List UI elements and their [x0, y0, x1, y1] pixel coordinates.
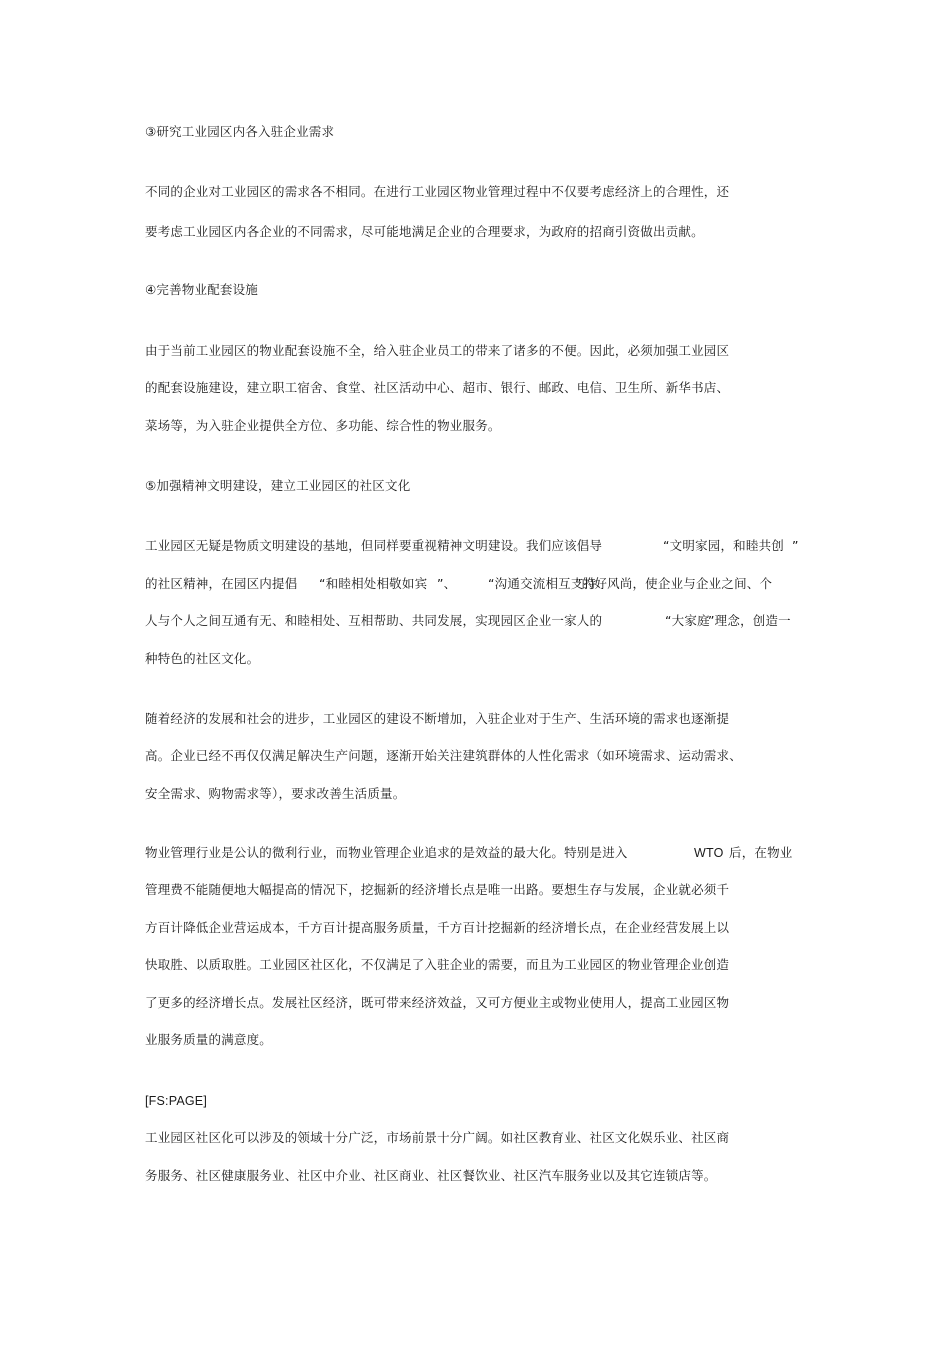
page-marker: [FS:PAGE]: [145, 1094, 207, 1108]
quoted-phrase: “文明家园，和睦共创: [663, 538, 784, 553]
paragraph-line: 种特色的社区文化。: [145, 651, 260, 666]
paragraph-line: 快取胜、以质取胜。工业园区社区化，不仅满足了入驻企业的需要，而且为工业园区的物业管理企业创造: [145, 957, 730, 972]
paragraph-line: 务服务、社区健康服务业、社区中介业、社区商业、社区餐饮业、社区汽车服务业以及其它连锁店等。: [145, 1168, 717, 1183]
paragraph-line: 的配套设施建设，建立职工宿舍、食堂、社区活动中心、超市、银行、邮政、电信、卫生所、新华书店、: [145, 380, 730, 395]
paragraph-line: 了更多的经济增长点。发展社区经济，既可带来经济效益，又可方便业主或物业使用人，提高工业园区物: [145, 995, 730, 1010]
paragraph-line: 要考虑工业园区内各企业的不同需求，尽可能地满足企业的合理要求，为政府的招商引资做出贡献。: [145, 224, 704, 239]
section-heading-4: ④完善物业配套设施: [145, 282, 259, 297]
abbreviation: WTO: [694, 846, 724, 860]
paragraph-line: 方百计降低企业营运成本，千方百计提高服务质量，千方百计挖掘新的经济增长点，在企业经营发展上以: [145, 920, 730, 935]
quoted-phrase: “大家庭: [665, 613, 710, 628]
paragraph-line: 由于当前工业园区的物业配套设施不全，给入驻企业员工的带来了诸多的不便。因此，必须加强工业园区: [145, 343, 730, 358]
section-heading-3: ③研究工业园区内各入驻企业需求: [145, 124, 335, 139]
quoted-phrase: “沟通交流相互支持: [488, 576, 597, 591]
paragraph-line: 随着经济的发展和社会的进步，工业园区的建设不断增加，入驻企业对于生产、生活环境的需求也逐渐提: [145, 711, 730, 726]
paragraph-segment: 后，在物业: [729, 845, 793, 860]
paragraph-segment: ”的好风尚，使企业与企业之间、个: [575, 576, 773, 591]
quote-mark: ”: [792, 538, 799, 553]
paragraph-segment: ”理念，创造一: [708, 613, 791, 628]
paragraph-line: 的社区精神，在园区内提倡: [145, 576, 298, 591]
paragraph-line: 管理费不能随便地大幅提高的情况下，挖掘新的经济增长点是唯一出路。要想生存与发展，企业就必须千: [145, 882, 730, 897]
paragraph-line: 菜场等，为入驻企业提供全方位、多功能、综合性的物业服务。: [145, 418, 501, 433]
quote-mark: ”、: [437, 576, 457, 591]
paragraph-line: 物业管理行业是公认的微利行业，而物业管理企业追求的是效益的最大化。特别是进入: [145, 845, 628, 860]
paragraph-line: 人与个人之间互通有无、和睦相处、互相帮助、共同发展，实现园区企业一家人的: [145, 613, 603, 628]
paragraph-line: 业服务质量的满意度。: [145, 1032, 273, 1047]
section-heading-5: ⑤加强精神文明建设，建立工业园区的社区文化: [145, 478, 411, 493]
paragraph-line: 高。企业已经不再仅仅满足解决生产问题，逐渐开始关注建筑群体的人性化需求（如环境需求、运动需求、: [145, 748, 742, 763]
paragraph-line: 工业园区社区化可以涉及的领域十分广泛，市场前景十分广阔。如社区教育业、社区文化娱乐业、社区商: [145, 1130, 730, 1145]
paragraph-line: 安全需求、购物需求等），要求改善生活质量。: [145, 786, 406, 801]
paragraph-line: 不同的企业对工业园区的需求各不相同。在进行工业园区物业管理过程中不仅要考虑经济上的合理性，还: [145, 184, 730, 199]
paragraph-line: 工业园区无疑是物质文明建设的基地，但同样要重视精神文明建设。我们应该倡导: [145, 538, 603, 553]
quoted-phrase: “和睦相处相敬如宾: [319, 576, 428, 591]
